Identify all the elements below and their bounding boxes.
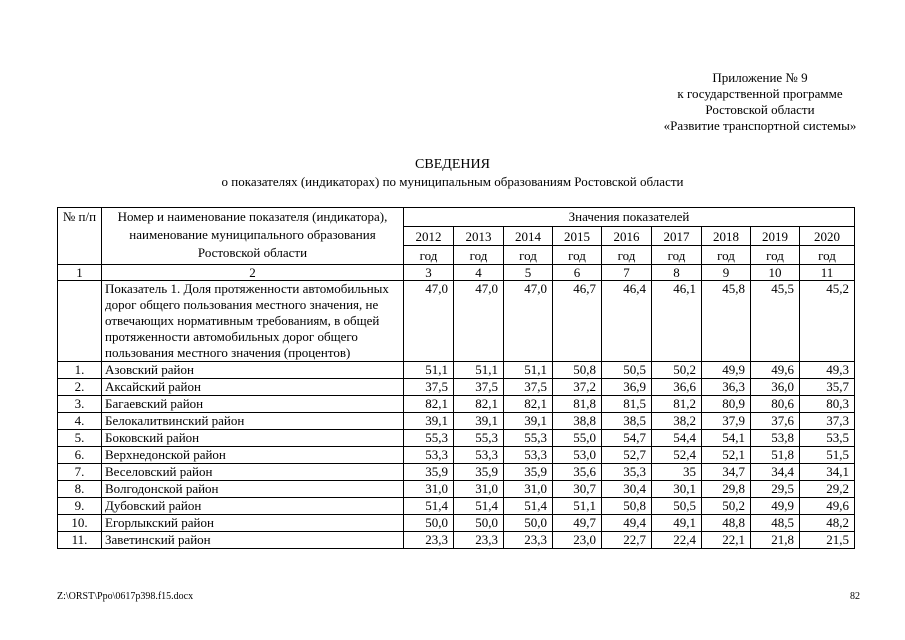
indicator-value: 49,9	[751, 498, 800, 515]
district-name: Аксайский район	[102, 379, 404, 396]
indicator-value: 35,3	[602, 464, 652, 481]
indicator-value: 37,5	[454, 379, 504, 396]
indicator-value: 82,1	[504, 396, 553, 413]
indicator-value: 53,3	[404, 447, 454, 464]
year-unit: год	[454, 246, 504, 265]
indicator-value: 53,3	[504, 447, 553, 464]
indicator-value: 50,5	[652, 498, 702, 515]
indicator-value: 35,6	[553, 464, 602, 481]
indicator-value: 38,2	[652, 413, 702, 430]
footer-file-path: Z:\ORST\Ppo\0617p398.f15.docx	[57, 591, 194, 602]
indicator-value: 55,0	[553, 430, 602, 447]
column-index: 1	[58, 265, 102, 281]
indicator-value: 34,1	[800, 464, 855, 481]
district-name: Веселовский район	[102, 464, 404, 481]
indicator-value: 48,2	[800, 515, 855, 532]
table-row	[58, 515, 855, 532]
table-row	[58, 464, 855, 481]
indicator-value: 55,3	[454, 430, 504, 447]
indicator-value: 50,0	[404, 515, 454, 532]
indicator-value: 81,5	[602, 396, 652, 413]
appendix-line: Ростовской области	[705, 102, 815, 117]
indicator-value: 51,8	[751, 447, 800, 464]
year-header: 2019	[751, 227, 800, 246]
indicator-value: 81,8	[553, 396, 602, 413]
table-row	[58, 481, 855, 498]
indicator-value: 23,3	[404, 532, 454, 549]
indicator-value: 31,0	[504, 481, 553, 498]
table-row	[58, 362, 855, 379]
indicator-value: 50,2	[702, 498, 751, 515]
indicators-table	[57, 207, 855, 549]
column-index: 9	[702, 265, 751, 281]
indicator-value: 50,2	[652, 362, 702, 379]
indicator-value: 39,1	[404, 413, 454, 430]
column-index: 6	[553, 265, 602, 281]
table-row	[58, 498, 855, 515]
indicator-value: 45,5	[751, 281, 800, 362]
indicator-value: 36,9	[602, 379, 652, 396]
indicator-value: 23,3	[504, 532, 553, 549]
indicator-value: 52,7	[602, 447, 652, 464]
indicator-value: 51,1	[404, 362, 454, 379]
row-number: 10.	[58, 515, 102, 532]
indicator-value: 39,1	[454, 413, 504, 430]
year-header: 2014	[504, 227, 553, 246]
indicator-value: 22,4	[652, 532, 702, 549]
row-number: 3.	[58, 396, 102, 413]
col-no-header-text: № п/п	[62, 209, 97, 224]
indicator-value: 54,1	[702, 430, 751, 447]
indicator-value: 48,5	[751, 515, 800, 532]
indicator-value: 55,3	[504, 430, 553, 447]
indicator-value: 46,7	[553, 281, 602, 362]
indicator-value: 50,0	[454, 515, 504, 532]
appendix-line: Приложение № 9	[712, 70, 808, 85]
indicator-value: 50,8	[553, 362, 602, 379]
indicator-value: 53,5	[800, 430, 855, 447]
indicator-value: 35,7	[800, 379, 855, 396]
indicator-value: 29,8	[702, 481, 751, 498]
year-header: 2015	[553, 227, 602, 246]
indicator-value: 45,8	[702, 281, 751, 362]
footer-page-number: 82	[850, 591, 860, 602]
year-header: 2017	[652, 227, 702, 246]
indicator-value: 35	[652, 464, 702, 481]
indicator-value: 35,9	[504, 464, 553, 481]
indicator-value: 23,3	[454, 532, 504, 549]
indicator-value: 52,4	[652, 447, 702, 464]
indicator-value: 47,0	[454, 281, 504, 362]
appendix-line: «Развитие транспортной системы»	[663, 118, 857, 133]
indicator-value: 36,3	[702, 379, 751, 396]
year-unit: год	[702, 246, 751, 265]
indicator-value: 52,1	[702, 447, 751, 464]
indicator-value: 53,3	[454, 447, 504, 464]
row-number: 8.	[58, 481, 102, 498]
column-index: 7	[602, 265, 652, 281]
table-row	[58, 379, 855, 396]
values-header: Значения показателей	[404, 208, 855, 227]
indicator-value: 50,8	[602, 498, 652, 515]
indicator-value: 35,9	[404, 464, 454, 481]
indicator-value: 21,8	[751, 532, 800, 549]
indicator-value: 53,0	[553, 447, 602, 464]
column-index: 4	[454, 265, 504, 281]
year-unit: год	[553, 246, 602, 265]
row-number: 2.	[58, 379, 102, 396]
indicator-value: 34,7	[702, 464, 751, 481]
indicator-value: 46,4	[602, 281, 652, 362]
indicator-value: 37,2	[553, 379, 602, 396]
indicator-value: 37,6	[751, 413, 800, 430]
indicator-value: 36,6	[652, 379, 702, 396]
indicator-value: 47,0	[404, 281, 454, 362]
indicator-value: 51,4	[504, 498, 553, 515]
indicator-value: 80,9	[702, 396, 751, 413]
district-name: Егорлыкский район	[102, 515, 404, 532]
indicator-value: 30,1	[652, 481, 702, 498]
year-header: 2018	[702, 227, 751, 246]
indicator-value: 51,1	[504, 362, 553, 379]
year-unit: год	[652, 246, 702, 265]
indicator-value: 49,3	[800, 362, 855, 379]
row-number: 9.	[58, 498, 102, 515]
indicator-value: 54,7	[602, 430, 652, 447]
indicator-value: 37,9	[702, 413, 751, 430]
indicator-value: 54,4	[652, 430, 702, 447]
indicator-value: 51,4	[454, 498, 504, 515]
indicator-value: 21,5	[800, 532, 855, 549]
indicator-value: 80,3	[800, 396, 855, 413]
indicator-value: 34,4	[751, 464, 800, 481]
indicator-value: 23,0	[553, 532, 602, 549]
year-unit: год	[504, 246, 553, 265]
row-number: 4.	[58, 413, 102, 430]
indicator-value: 49,9	[702, 362, 751, 379]
indicator-value: 37,3	[800, 413, 855, 430]
row-number: 5.	[58, 430, 102, 447]
row-number: 7.	[58, 464, 102, 481]
indicator-value: 31,0	[454, 481, 504, 498]
district-name: Азовский район	[102, 362, 404, 379]
indicator-value: 31,0	[404, 481, 454, 498]
year-header: 2012	[404, 227, 454, 246]
col-name-header	[102, 208, 404, 265]
row-number: 11.	[58, 532, 102, 549]
column-index: 10	[751, 265, 800, 281]
table-row	[58, 396, 855, 413]
indicator-value: 22,7	[602, 532, 652, 549]
year-unit: год	[751, 246, 800, 265]
indicator-value: 37,5	[504, 379, 553, 396]
column-index: 8	[652, 265, 702, 281]
column-index: 5	[504, 265, 553, 281]
indicator-value: 53,8	[751, 430, 800, 447]
indicator-value: 48,8	[702, 515, 751, 532]
indicator-value: 51,5	[800, 447, 855, 464]
district-name: Верхнедонской район	[102, 447, 404, 464]
indicator-value: 51,1	[553, 498, 602, 515]
year-unit: год	[602, 246, 652, 265]
year-unit: год	[404, 246, 454, 265]
indicator-value: 49,1	[652, 515, 702, 532]
indicator-value: 22,1	[702, 532, 751, 549]
indicator-value: 51,1	[454, 362, 504, 379]
indicator-value: 80,6	[751, 396, 800, 413]
indicator-value: 29,5	[751, 481, 800, 498]
indicator-value: 36,0	[751, 379, 800, 396]
table-row	[58, 532, 855, 549]
document-title: СВЕДЕНИЯ	[415, 157, 490, 172]
indicator-name: Показатель 1. Доля протяженности автомобильных дорог общего пользования местного значения, не отвечающих нормативным требованиям, в общей протяженности автомобильных дорог общего пользования местного значения (процентов)	[102, 281, 404, 362]
indicator-value: 38,8	[553, 413, 602, 430]
col-name-header-text: Номер и наименование показателя (индикатора), наименование муниципального образования Ростовской области	[117, 209, 388, 260]
indicator-value: 51,4	[404, 498, 454, 515]
year-unit: год	[800, 246, 855, 265]
district-name: Дубовский район	[102, 498, 404, 515]
district-name: Волгодонской район	[102, 481, 404, 498]
indicator-value: 49,7	[553, 515, 602, 532]
indicator-value: 29,2	[800, 481, 855, 498]
appendix-line: к государственной программе	[677, 86, 843, 101]
indicator-value: 37,5	[404, 379, 454, 396]
row-number: 6.	[58, 447, 102, 464]
indicator-no	[58, 281, 102, 362]
indicator-value: 35,9	[454, 464, 504, 481]
table-row	[58, 413, 855, 430]
indicator-value: 46,1	[652, 281, 702, 362]
indicator-value: 82,1	[404, 396, 454, 413]
indicator-value: 49,6	[751, 362, 800, 379]
indicator-value: 50,5	[602, 362, 652, 379]
indicator-value: 82,1	[454, 396, 504, 413]
indicator-value: 55,3	[404, 430, 454, 447]
indicator-value: 49,6	[800, 498, 855, 515]
row-number: 1.	[58, 362, 102, 379]
indicator-value: 49,4	[602, 515, 652, 532]
table-row	[58, 447, 855, 464]
column-index: 3	[404, 265, 454, 281]
indicator-value: 39,1	[504, 413, 553, 430]
indicator-value: 47,0	[504, 281, 553, 362]
district-name: Багаевский район	[102, 396, 404, 413]
column-index: 11	[800, 265, 855, 281]
district-name: Боковский район	[102, 430, 404, 447]
indicator-value: 30,7	[553, 481, 602, 498]
col-no-header	[58, 208, 102, 265]
indicator-value: 38,5	[602, 413, 652, 430]
indicator-value: 30,4	[602, 481, 652, 498]
district-name: Заветинский район	[102, 532, 404, 549]
indicator-value: 81,2	[652, 396, 702, 413]
year-header: 2020	[800, 227, 855, 246]
table-row	[58, 430, 855, 447]
indicator-value: 50,0	[504, 515, 553, 532]
year-header: 2016	[602, 227, 652, 246]
column-index: 2	[102, 265, 404, 281]
appendix-block	[560, 70, 905, 134]
indicator-value: 45,2	[800, 281, 855, 362]
document-subtitle: о показателях (индикаторах) по муниципальным образованиям Ростовской области	[221, 174, 684, 189]
district-name: Белокалитвинский район	[102, 413, 404, 430]
year-header: 2013	[454, 227, 504, 246]
